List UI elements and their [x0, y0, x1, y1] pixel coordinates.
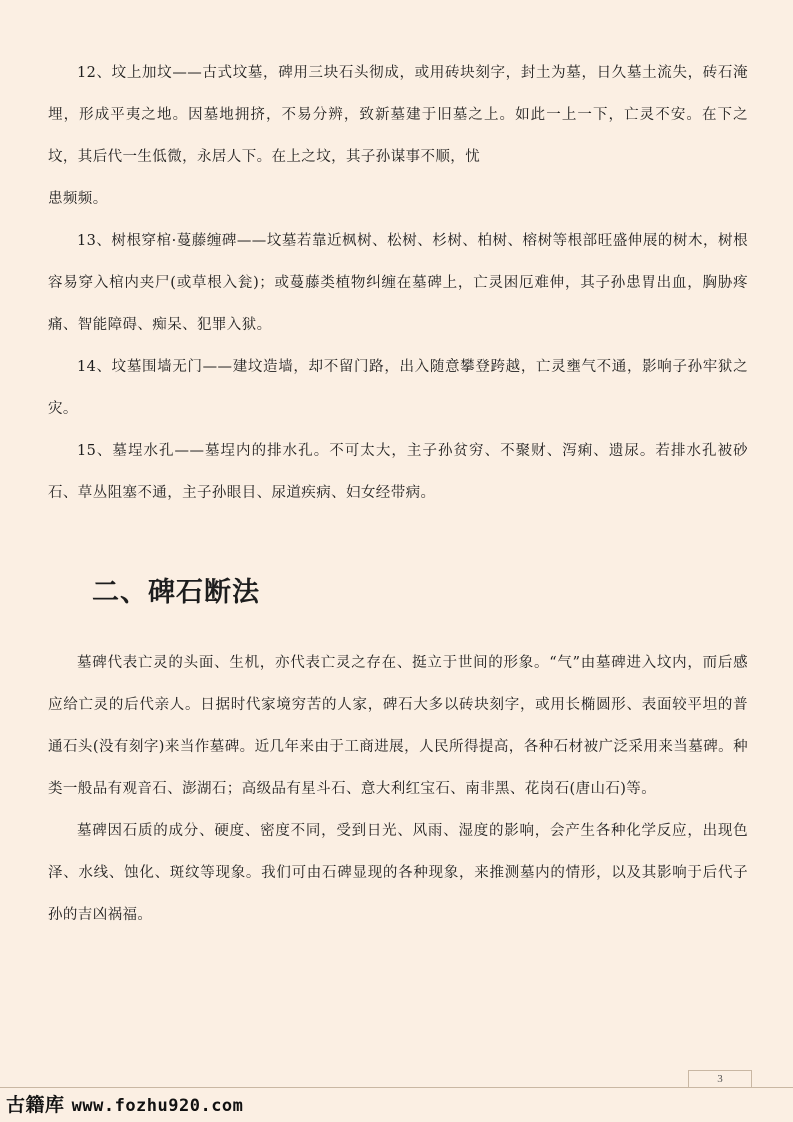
paragraph-item-12-continued: 患频频。 [48, 191, 108, 207]
bottom-section [48, 642, 748, 936]
top-section [48, 52, 748, 514]
brand-site-link[interactable]: www.fozhu920.com [71, 1096, 244, 1116]
paragraph-item-13: 13、树根穿棺·蔓藤缠碑——坟墓若靠近枫树、松树、杉树、柏树、榕树等根部旺盛伸展的树木，树根容易穿入棺内夹尸(或草根入瓮)；或蔓藤类植物纠缠在墓碑上，亡灵困厄难伸，其子孙患胃出血，胸胁疼痛、智能障碍、痴呆、犯罪入狱。 [48, 233, 748, 333]
paragraph-tombstone-phenomena: 墓碑因石质的成分、硬度、密度不同，受到日光、风雨、湿度的影响，会产生各种化学反应，出现色泽、水线、蚀化、斑纹等现象。我们可由石碑显现的各种现象，来推测墓内的情形，以及其影响于后代子孙的吉凶祸福。 [48, 823, 748, 923]
footer-divider [0, 1087, 793, 1088]
paragraph-item-15: 15、墓埕水孔——墓埕内的排水孔。不可太大，主子孙贫穷、不聚财、泻痢、遗尿。若排水孔被砂石、草丛阻塞不通，主子孙眼目、尿道疾病、妇女经带病。 [48, 443, 748, 501]
brand-name: 古籍库 [6, 1094, 65, 1116]
paragraph-tombstone-intro: 墓碑代表亡灵的头面、生机，亦代表亡灵之存在、挺立于世间的形象。“气”由墓碑进入坟内，而后感应给亡灵的后代亲人。日据时代家境穷苦的人家，碑石大多以砖块刻字，或用长椭圆形、表面较平坦的普通石头(没有刻字)来当作墓碑。近几年来由于工商进展，人民所得提高，各种石材被广泛采用来当墓碑。种类一般品有观音石、澎湖石；高级品有星斗石、意大利红宝石、南非黑、花岗石(唐山石)等。 [48, 655, 748, 797]
paragraph-item-12: 12、坟上加坟——古式坟墓，碑用三块石头彻成，或用砖块刻字，封土为墓，日久墓土流失，砖石淹埋，形成平夷之地。因墓地拥挤，不易分辨，致新墓建于旧墓之上。如此一上一下，亡灵不安。在下之坟，其后代一生低微，永居人下。在上之坟，其子孙谋事不顺，忧 [48, 65, 748, 165]
page-number: 3 [688, 1070, 752, 1088]
footer-brand [6, 1090, 243, 1117]
section-heading: 二、碑石断法 [92, 577, 260, 608]
paragraph-item-14: 14、坟墓围墙无门——建坟造墙，却不留门路，出入随意攀登跨越，亡灵壅气不通，影响子孙牢狱之灾。 [48, 359, 748, 417]
